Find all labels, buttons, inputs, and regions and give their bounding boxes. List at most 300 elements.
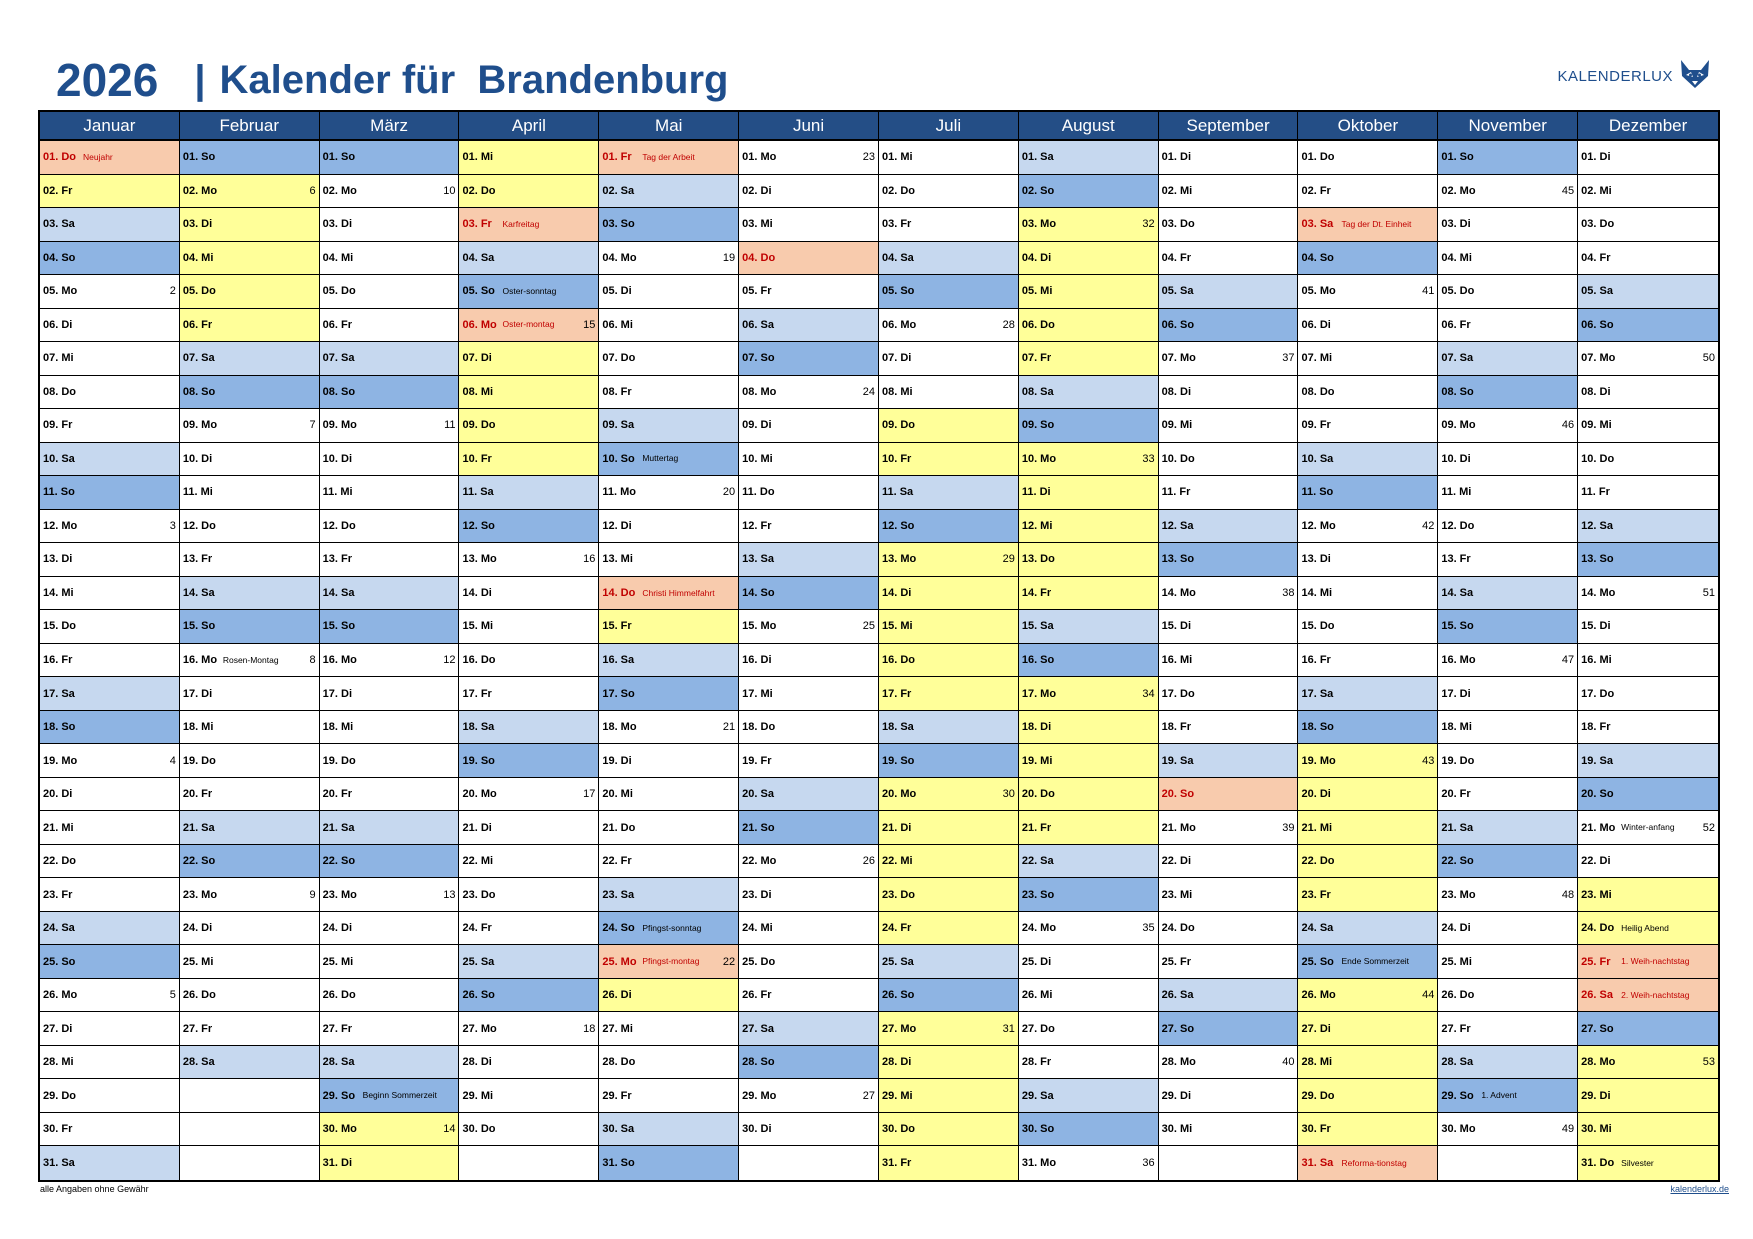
day-label: 12. Mo <box>1301 519 1336 532</box>
day-label: 26. So <box>881 989 915 1002</box>
day-label: 10. Do <box>1581 452 1615 465</box>
week-number: 38 <box>1282 586 1295 599</box>
day-label: 27. Fr <box>322 1022 353 1035</box>
day-label: 17. Sa <box>1301 687 1334 700</box>
day-label: 14. Di <box>881 586 912 599</box>
month-header: April <box>459 112 598 141</box>
day-cell <box>1159 811 1298 845</box>
day-cell <box>320 677 459 711</box>
day-cell <box>320 1046 459 1080</box>
day-label: 10. Di <box>322 452 353 465</box>
day-label: 16. Sa <box>602 653 635 666</box>
day-label: 09. So <box>1021 419 1055 432</box>
day-cell <box>180 577 319 611</box>
day-cell <box>1578 543 1718 577</box>
day-cell <box>1578 443 1718 477</box>
day-cell <box>180 141 319 175</box>
day-cell <box>739 912 878 946</box>
week-number: 42 <box>1422 519 1435 532</box>
week-number: 15 <box>583 318 596 331</box>
day-cell <box>1298 476 1437 510</box>
day-label: 14. Fr <box>1021 586 1052 599</box>
day-label: 14. Do <box>602 586 636 599</box>
day-cell <box>1159 242 1298 276</box>
day-label: 21. Do <box>602 821 636 834</box>
day-label: 27. Mo <box>881 1022 917 1035</box>
day-cell <box>879 945 1018 979</box>
day-label: 03. Do <box>1161 218 1195 231</box>
day-label: 30. So <box>1021 1123 1055 1136</box>
day-label: 15. Mi <box>462 620 494 633</box>
day-label: 26. Mo <box>43 989 78 1002</box>
day-cell <box>739 677 878 711</box>
day-label: 15. Do <box>43 620 77 633</box>
month-header: Juni <box>739 112 878 141</box>
day-label: 13. Mi <box>602 553 633 566</box>
day-note: Christi Himmelfahrt <box>642 587 715 598</box>
week-number: 46 <box>1561 419 1575 432</box>
day-label: 20. Di <box>1301 788 1331 801</box>
day-label: 01. Di <box>1581 151 1611 164</box>
day-label: 17. Fr <box>462 687 492 700</box>
day-label: 21. Mi <box>1301 821 1333 834</box>
day-label: 05. So <box>462 285 495 298</box>
day-note: Heilig Abend <box>1621 922 1669 933</box>
day-cell <box>739 443 878 477</box>
day-cell <box>739 543 878 577</box>
day-cell <box>180 945 319 979</box>
day-cell <box>320 342 459 376</box>
day-cell <box>1019 309 1158 343</box>
day-cell <box>1159 677 1298 711</box>
day-cell <box>459 409 598 443</box>
day-label: 28. Mo <box>1161 1056 1196 1069</box>
week-number: 52 <box>1702 821 1715 834</box>
day-cell <box>1578 979 1718 1013</box>
day-label: 05. Sa <box>1581 285 1613 298</box>
day-cell <box>1298 845 1437 879</box>
day-label: 14. Mi <box>1301 586 1333 599</box>
day-label: 24. So <box>602 922 635 935</box>
day-cell <box>320 979 459 1013</box>
day-cell <box>739 208 878 242</box>
day-label: 18. Mi <box>1441 721 1472 734</box>
day-cell <box>320 1079 459 1113</box>
day-cell <box>1298 175 1437 209</box>
day-cell <box>1438 409 1577 443</box>
day-cell <box>459 376 598 410</box>
day-cell <box>40 912 179 946</box>
day-cell <box>739 1113 878 1147</box>
day-label: 04. Sa <box>462 251 495 264</box>
day-label: 16. Mo <box>182 653 218 666</box>
day-label: 10. Do <box>1161 452 1195 465</box>
day-cell <box>739 644 878 678</box>
day-cell <box>599 1146 738 1180</box>
day-label: 04. Mi <box>322 251 354 264</box>
day-label: 24. Di <box>1441 922 1471 935</box>
week-number: 34 <box>1142 687 1155 700</box>
day-label: 11. Mo <box>602 486 636 499</box>
day-label: 10. Sa <box>1301 452 1334 465</box>
day-cell <box>739 141 878 175</box>
day-label: 12. Do <box>1441 519 1475 532</box>
day-label: 05. Do <box>1441 285 1475 298</box>
day-label: 09. Do <box>881 419 915 432</box>
day-label: 07. Sa <box>1441 352 1474 365</box>
day-label: 17. Di <box>322 687 353 700</box>
day-label: 05. Di <box>602 285 632 298</box>
day-label: 12. Sa <box>1161 519 1194 532</box>
day-cell <box>459 677 598 711</box>
day-cell <box>1019 510 1158 544</box>
day-cell <box>1578 744 1718 778</box>
day-cell <box>40 342 179 376</box>
empty-cell <box>1159 1146 1298 1180</box>
day-cell <box>1438 811 1577 845</box>
day-cell <box>180 979 319 1013</box>
day-label: 18. So <box>43 721 76 734</box>
day-label: 12. Do <box>322 519 356 532</box>
day-label: 16. Do <box>881 653 915 666</box>
day-cell <box>1159 577 1298 611</box>
day-label: 23. Do <box>462 888 496 901</box>
day-label: 19. So <box>881 754 915 767</box>
day-cell <box>459 476 598 510</box>
day-label: 23. Mi <box>1581 888 1612 901</box>
day-label: 21. Sa <box>182 821 215 834</box>
day-label: 29. So <box>1441 1089 1474 1102</box>
day-label: 19. Mo <box>1301 754 1336 767</box>
day-label: 23. Do <box>881 888 915 901</box>
day-cell <box>1438 1079 1577 1113</box>
week-number: 51 <box>1702 586 1715 599</box>
day-label: 17. Sa <box>43 687 75 700</box>
month-header: Februar <box>180 112 319 141</box>
day-label: 16. Mi <box>1581 653 1612 666</box>
day-label: 02. Mi <box>1581 184 1612 197</box>
day-cell <box>879 577 1018 611</box>
day-cell <box>1019 1046 1158 1080</box>
day-cell <box>599 1079 738 1113</box>
calendar-grid <box>38 110 1720 1182</box>
day-label: 22. Do <box>1301 855 1335 868</box>
day-cell <box>180 711 319 745</box>
day-label: 11. Sa <box>462 486 494 499</box>
day-label: 12. Mi <box>1021 519 1053 532</box>
day-label: 15. Mo <box>742 620 777 633</box>
week-number: 43 <box>1422 754 1435 767</box>
day-label: 16. Mo <box>322 653 357 666</box>
day-cell <box>1019 141 1158 175</box>
day-cell <box>320 275 459 309</box>
day-cell <box>1019 1079 1158 1113</box>
day-cell <box>180 342 319 376</box>
day-cell <box>1159 175 1298 209</box>
day-cell <box>180 778 319 812</box>
day-cell <box>1298 744 1437 778</box>
day-label: 29. Di <box>1161 1089 1192 1102</box>
day-cell <box>739 811 878 845</box>
day-label: 30. Mo <box>322 1123 357 1136</box>
day-cell <box>879 275 1018 309</box>
empty-cell <box>1438 1146 1577 1180</box>
day-label: 18. Mi <box>182 721 214 734</box>
day-cell <box>1019 409 1158 443</box>
day-label: 06. Do <box>1021 318 1055 331</box>
week-number: 33 <box>1142 452 1155 465</box>
day-label: 20. So <box>1581 788 1614 801</box>
month-header: November <box>1438 112 1577 141</box>
day-cell <box>1159 945 1298 979</box>
day-label: 28. Mi <box>43 1056 74 1069</box>
day-label: 24. Mi <box>742 922 773 935</box>
website-link[interactable]: kalenderlux.de <box>1670 1184 1729 1194</box>
day-cell <box>1578 342 1718 376</box>
day-cell <box>1019 778 1158 812</box>
day-label: 08. Do <box>1301 385 1335 398</box>
week-number: 13 <box>443 888 456 901</box>
day-label: 11. Mi <box>182 486 213 499</box>
disclaimer: alle Angaben ohne Gewähr <box>40 1184 149 1194</box>
day-label: 17. Mi <box>742 687 773 700</box>
day-cell <box>1019 979 1158 1013</box>
day-label: 21. Di <box>881 821 912 834</box>
week-number: 35 <box>1142 922 1155 935</box>
day-label: 13. Sa <box>742 553 774 566</box>
day-cell <box>459 577 598 611</box>
month-column-7 <box>1019 112 1159 1180</box>
month-header: Oktober <box>1298 112 1437 141</box>
week-number: 32 <box>1142 218 1155 231</box>
day-cell <box>1438 175 1577 209</box>
day-label: 02. Fr <box>43 184 73 197</box>
day-cell <box>1438 275 1577 309</box>
day-cell <box>599 409 738 443</box>
day-cell <box>1298 376 1437 410</box>
day-label: 05. So <box>881 285 915 298</box>
day-cell <box>459 275 598 309</box>
day-cell <box>40 845 179 879</box>
day-label: 11. Di <box>1021 486 1051 499</box>
day-label: 13. Di <box>1301 553 1331 566</box>
day-cell <box>1438 979 1577 1013</box>
day-label: 10. Mi <box>742 452 773 465</box>
day-label: 29. Mi <box>881 1089 913 1102</box>
day-cell <box>1298 979 1437 1013</box>
day-cell <box>599 376 738 410</box>
month-column-6 <box>879 112 1019 1180</box>
day-cell <box>879 1113 1018 1147</box>
day-label: 28. Di <box>462 1056 492 1069</box>
day-label: 30. Mi <box>1581 1123 1612 1136</box>
day-label: 25. Di <box>1021 955 1052 968</box>
day-label: 31. Sa <box>1301 1157 1334 1170</box>
day-label: 08. Di <box>1581 385 1611 398</box>
day-cell <box>879 845 1018 879</box>
day-cell <box>320 175 459 209</box>
day-cell <box>1019 443 1158 477</box>
week-number: 22 <box>722 955 736 968</box>
day-label: 03. Fr <box>462 218 492 231</box>
day-label: 10. Sa <box>43 452 75 465</box>
day-cell <box>1578 610 1718 644</box>
month-column-0 <box>40 112 180 1180</box>
week-number: 50 <box>1702 352 1715 365</box>
day-label: 07. Sa <box>182 352 215 365</box>
day-cell <box>180 510 319 544</box>
day-cell <box>459 711 598 745</box>
month-column-11 <box>1578 112 1718 1180</box>
day-cell <box>879 376 1018 410</box>
day-label: 12. Fr <box>742 519 772 532</box>
day-cell <box>1438 510 1577 544</box>
day-label: 03. Fr <box>881 218 912 231</box>
day-label: 14. Mi <box>43 586 74 599</box>
week-number: 36 <box>1142 1157 1155 1170</box>
day-label: 09. Fr <box>1301 419 1331 432</box>
day-label: 02. Mi <box>1161 184 1193 197</box>
day-label: 01. Di <box>1161 151 1192 164</box>
day-cell <box>40 778 179 812</box>
day-label: 22. Mi <box>462 855 494 868</box>
day-cell <box>1159 409 1298 443</box>
month-header: Mai <box>599 112 738 141</box>
week-number: 4 <box>169 754 176 767</box>
day-cell <box>320 141 459 175</box>
day-label: 26. Mi <box>1021 989 1053 1002</box>
day-label: 19. Do <box>322 754 356 767</box>
day-cell <box>320 644 459 678</box>
day-label: 27. Mo <box>462 1022 497 1035</box>
week-number: 49 <box>1561 1123 1575 1136</box>
day-cell <box>599 1113 738 1147</box>
day-label: 07. Do <box>602 352 636 365</box>
day-label: 06. Fr <box>182 318 213 331</box>
day-label: 16. Mo <box>1441 653 1476 666</box>
week-number: 41 <box>1422 285 1435 298</box>
day-cell <box>40 476 179 510</box>
day-cell <box>1438 376 1577 410</box>
day-cell <box>180 543 319 577</box>
day-cell <box>40 945 179 979</box>
day-label: 06. Di <box>43 318 73 331</box>
day-cell <box>180 376 319 410</box>
day-cell <box>320 577 459 611</box>
week-number: 2 <box>169 285 176 298</box>
day-cell <box>1438 342 1577 376</box>
week-number: 3 <box>169 519 176 532</box>
day-label: 01. Do <box>43 151 77 164</box>
day-label: 04. So <box>43 251 76 264</box>
day-label: 17. Di <box>182 687 213 700</box>
day-label: 20. Mo <box>881 788 917 801</box>
day-cell <box>1298 208 1437 242</box>
day-label: 29. Sa <box>1021 1089 1054 1102</box>
day-cell <box>739 945 878 979</box>
day-label: 28. So <box>742 1056 775 1069</box>
day-label: 02. Sa <box>602 184 635 197</box>
day-label: 31. Sa <box>43 1157 75 1170</box>
day-cell <box>879 141 1018 175</box>
day-cell <box>1159 476 1298 510</box>
day-cell <box>1298 543 1437 577</box>
day-cell <box>599 711 738 745</box>
day-cell <box>1438 208 1577 242</box>
day-cell <box>879 242 1018 276</box>
day-cell <box>459 912 598 946</box>
day-cell <box>1438 644 1577 678</box>
day-label: 25. Sa <box>881 955 914 968</box>
day-label: 30. Do <box>881 1123 915 1136</box>
month-days <box>599 141 738 1180</box>
day-cell <box>459 1012 598 1046</box>
day-cell <box>739 376 878 410</box>
day-cell <box>1019 1146 1158 1180</box>
day-cell <box>180 443 319 477</box>
day-cell <box>40 1079 179 1113</box>
day-cell <box>599 644 738 678</box>
month-header: Dezember <box>1578 112 1718 141</box>
day-label: 08. Di <box>1161 385 1192 398</box>
day-label: 04. Sa <box>881 251 914 264</box>
day-cell <box>320 912 459 946</box>
day-cell <box>1438 845 1577 879</box>
day-note: Neujahr <box>83 151 113 162</box>
day-label: 27. Do <box>1021 1022 1055 1035</box>
day-cell <box>40 644 179 678</box>
day-label: 13. Do <box>1021 553 1055 566</box>
day-cell <box>1438 912 1577 946</box>
day-cell <box>879 1046 1018 1080</box>
day-label: 13. Fr <box>322 553 353 566</box>
day-label: 09. Mo <box>1441 419 1476 432</box>
day-cell <box>1578 677 1718 711</box>
day-cell <box>1578 141 1718 175</box>
day-cell <box>1438 1046 1577 1080</box>
day-label: 05. Mi <box>1021 285 1053 298</box>
day-label: 07. Sa <box>322 352 355 365</box>
day-cell <box>1298 510 1437 544</box>
day-cell <box>599 577 738 611</box>
day-label: 18. Di <box>1021 721 1052 734</box>
day-label: 17. Mo <box>1021 687 1057 700</box>
day-cell <box>599 778 738 812</box>
week-number: 18 <box>583 1022 596 1035</box>
day-label: 13. Mo <box>462 553 497 566</box>
day-cell <box>1578 1113 1718 1147</box>
day-label: 23. Fr <box>1301 888 1331 901</box>
day-cell <box>459 1113 598 1147</box>
month-column-2 <box>320 112 460 1180</box>
day-label: 25. So <box>1301 955 1334 968</box>
day-label: 01. Mi <box>462 151 494 164</box>
day-cell <box>1578 175 1718 209</box>
day-label: 23. Mi <box>1161 888 1193 901</box>
day-label: 26. So <box>462 989 495 1002</box>
day-label: 24. Mo <box>1021 922 1057 935</box>
day-cell <box>180 175 319 209</box>
day-label: 28. Di <box>881 1056 912 1069</box>
empty-cell <box>180 1079 319 1113</box>
day-cell <box>1298 342 1437 376</box>
day-label: 17. Do <box>1581 687 1615 700</box>
day-cell <box>1438 141 1577 175</box>
day-label: 22. So <box>182 855 216 868</box>
day-cell <box>1019 878 1158 912</box>
day-cell <box>599 878 738 912</box>
day-label: 21. Sa <box>322 821 355 834</box>
